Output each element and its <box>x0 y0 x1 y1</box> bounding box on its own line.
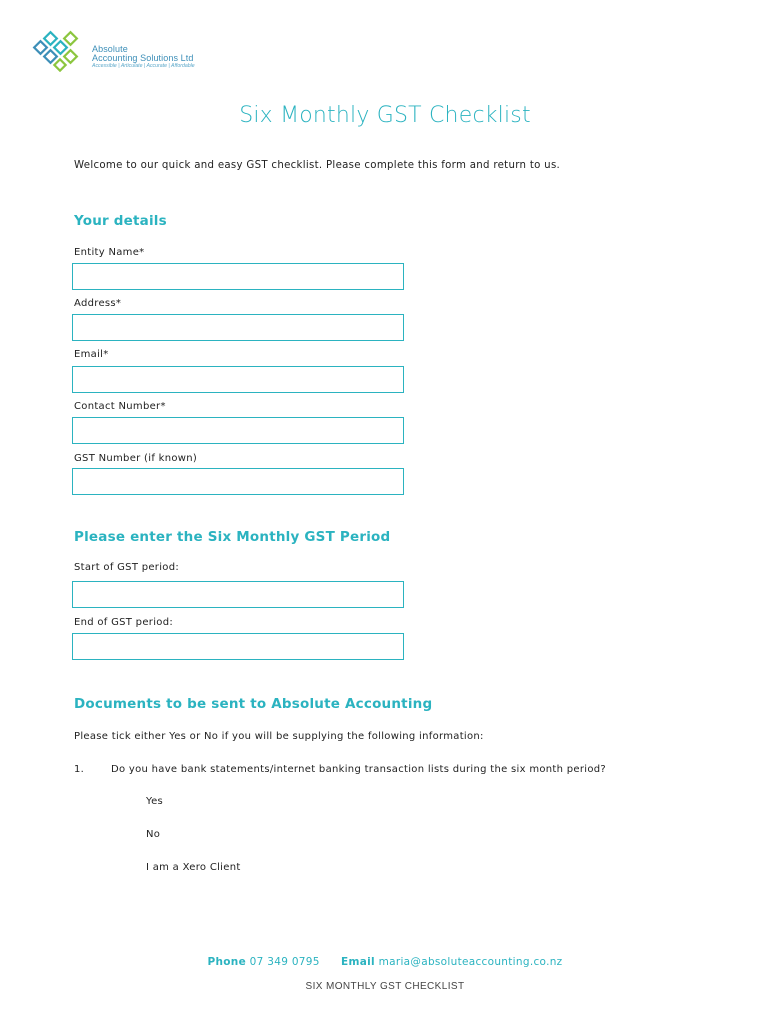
documents-instruction: Please tick either Yes or No if you will be supplying the following information: <box>74 731 484 742</box>
page-title: Six Monthly GST Checklist <box>239 103 531 128</box>
company-logo <box>32 28 202 76</box>
address-label: Address* <box>74 298 122 309</box>
address-field[interactable] <box>72 314 404 341</box>
footer-email[interactable]: maria@absoluteaccounting.co.nz <box>378 956 563 968</box>
footer-phone-label: Phone <box>207 956 246 968</box>
footer-email-label: Email <box>341 956 375 968</box>
end-period-field[interactable] <box>72 633 404 660</box>
option-xero-client[interactable]: I am a Xero Client <box>146 862 241 873</box>
end-period-label: End of GST period: <box>74 617 174 628</box>
logo-name-line2: Accounting Solutions Ltd <box>92 53 194 63</box>
section-heading-period: Please enter the Six Monthly GST Period <box>74 529 391 545</box>
entity-name-field[interactable] <box>72 263 404 290</box>
logo-name-line1: Absolute <box>92 44 128 54</box>
question-text: Do you have bank statements/internet banking transaction lists during the six month period? <box>111 764 607 775</box>
contact-number-field[interactable] <box>72 417 404 444</box>
option-yes[interactable]: Yes <box>146 796 164 807</box>
start-period-field[interactable] <box>72 581 404 608</box>
entity-name-label: Entity Name* <box>74 247 145 258</box>
start-period-label: Start of GST period: <box>74 562 180 573</box>
email-label: Email* <box>74 349 109 360</box>
logo-tagline: Accessible | Articulate | Accurate | Affordable <box>92 63 195 69</box>
option-no[interactable]: No <box>146 829 161 840</box>
gst-number-label: GST Number (if known) <box>74 453 198 464</box>
section-heading-documents: Documents to be sent to Absolute Accounting <box>74 696 433 712</box>
gst-number-field[interactable] <box>72 468 404 495</box>
section-heading-details: Your details <box>74 213 167 229</box>
footer-phone: 07 349 0795 <box>249 956 320 968</box>
question-number: 1. <box>74 764 85 775</box>
footer-document-title: SIX MONTHLY GST CHECKLIST <box>305 981 465 992</box>
email-field[interactable] <box>72 366 404 393</box>
contact-number-label: Contact Number* <box>74 401 166 412</box>
footer-contact <box>0 956 770 968</box>
logo-knot-icon <box>32 28 88 72</box>
intro-text: Welcome to our quick and easy GST checklist. Please complete this form and return to us. <box>74 160 561 171</box>
